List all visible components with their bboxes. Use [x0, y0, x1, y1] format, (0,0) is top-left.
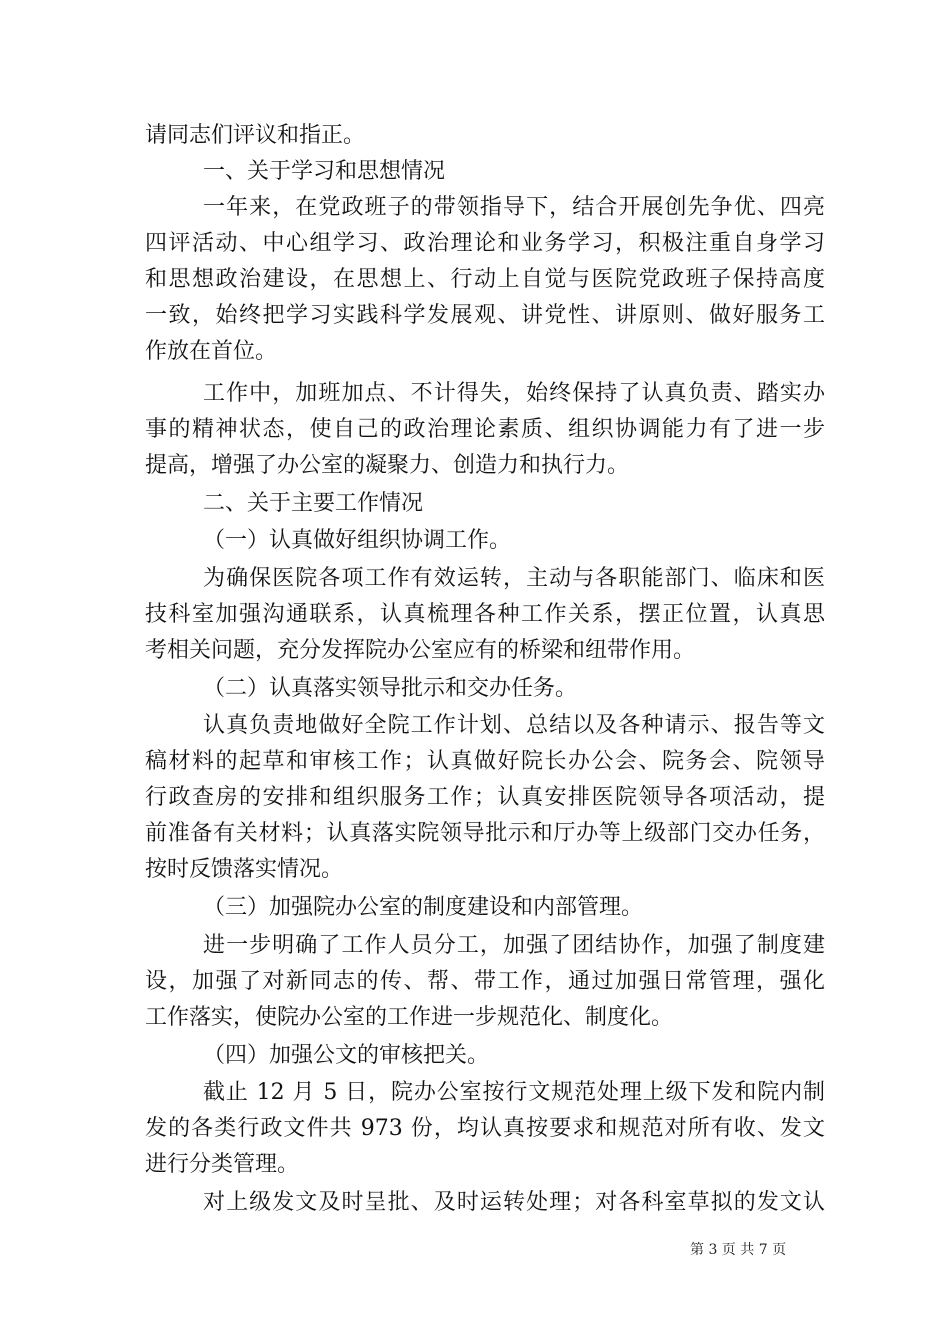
text-line: 发的各类行政文件共 973 份，均认真按要求和规范对所有收、发文: [145, 1116, 825, 1141]
text-line: 设，加强了对新同志的传、帮、带工作，通过加强日常管理，强化: [145, 969, 825, 994]
text-line: 事的精神状态，使自己的政治理论素质、组织协调能力有了进一步: [145, 417, 825, 442]
subsection-heading: （一）认真做好组织协调工作。: [203, 528, 512, 553]
text-line: 对上级发文及时呈批、及时运转处理；对各科室草拟的发文认: [203, 1190, 825, 1215]
text-line: 前准备有关材料；认真落实院领导批示和厅办等上级部门交办任务，: [145, 821, 825, 846]
text-line: 进一步明确了工作人员分工，加强了团结协作，加强了制度建: [203, 933, 825, 958]
text-line: 作放在首位。: [145, 339, 278, 364]
subsection-heading: （二）认真落实领导批示和交办任务。: [203, 676, 578, 701]
text-line: 行政查房的安排和组织服务工作；认真安排医院领导各项活动，提: [145, 785, 825, 810]
text-line: 进行分类管理。: [145, 1152, 300, 1177]
text-line: 技科室加强沟通联系，认真梳理各种工作关系，摆正位置，认真思: [145, 602, 825, 627]
text-line: 考相关问题，充分发挥院办公室应有的桥梁和纽带作用。: [145, 638, 696, 663]
subsection-heading: （四）加强公文的审核把关。: [203, 1043, 490, 1068]
text-line: 稿材料的起草和审核工作；认真做好院长办公会、院务会、院领导: [145, 749, 825, 774]
text-line: 工作中，加班加点、不计得失，始终保持了认真负责、踏实办: [203, 381, 825, 406]
page-number: 第 3 页 共 7 页: [690, 1242, 787, 1258]
text-line: 工作落实，使院办公室的工作进一步规范化、制度化。: [145, 1005, 674, 1030]
text-line: 四评活动、中心组学习、政治理论和业务学习，积极注重自身学习: [145, 231, 825, 256]
text-line: 请同志们评议和指正。: [145, 123, 366, 148]
text-line: 截止 12 月 5 日，院办公室按行文规范处理上级下发和院内制: [203, 1080, 825, 1105]
text-line: 提高，增强了办公室的凝聚力、创造力和执行力。: [145, 453, 630, 478]
section-heading: 二、关于主要工作情况: [203, 491, 424, 516]
section-heading: 一、关于学习和思想情况: [203, 159, 446, 184]
subsection-heading: （三）加强院办公室的制度建设和内部管理。: [203, 895, 644, 920]
text-line: 一年来，在党政班子的带领指导下，结合开展创先争优、四亮: [203, 195, 825, 220]
text-line: 认真负责地做好全院工作计划、总结以及各种请示、报告等文: [203, 713, 825, 738]
text-line: 按时反馈落实情况。: [145, 857, 344, 882]
text-line: 一致，始终把学习实践科学发展观、讲党性、讲原则、做好服务工: [145, 303, 825, 328]
text-line: 为确保医院各项工作有效运转，主动与各职能部门、临床和医: [203, 566, 825, 591]
text-line: 和思想政治建设，在思想上、行动上自觉与医院党政班子保持高度: [145, 267, 825, 292]
